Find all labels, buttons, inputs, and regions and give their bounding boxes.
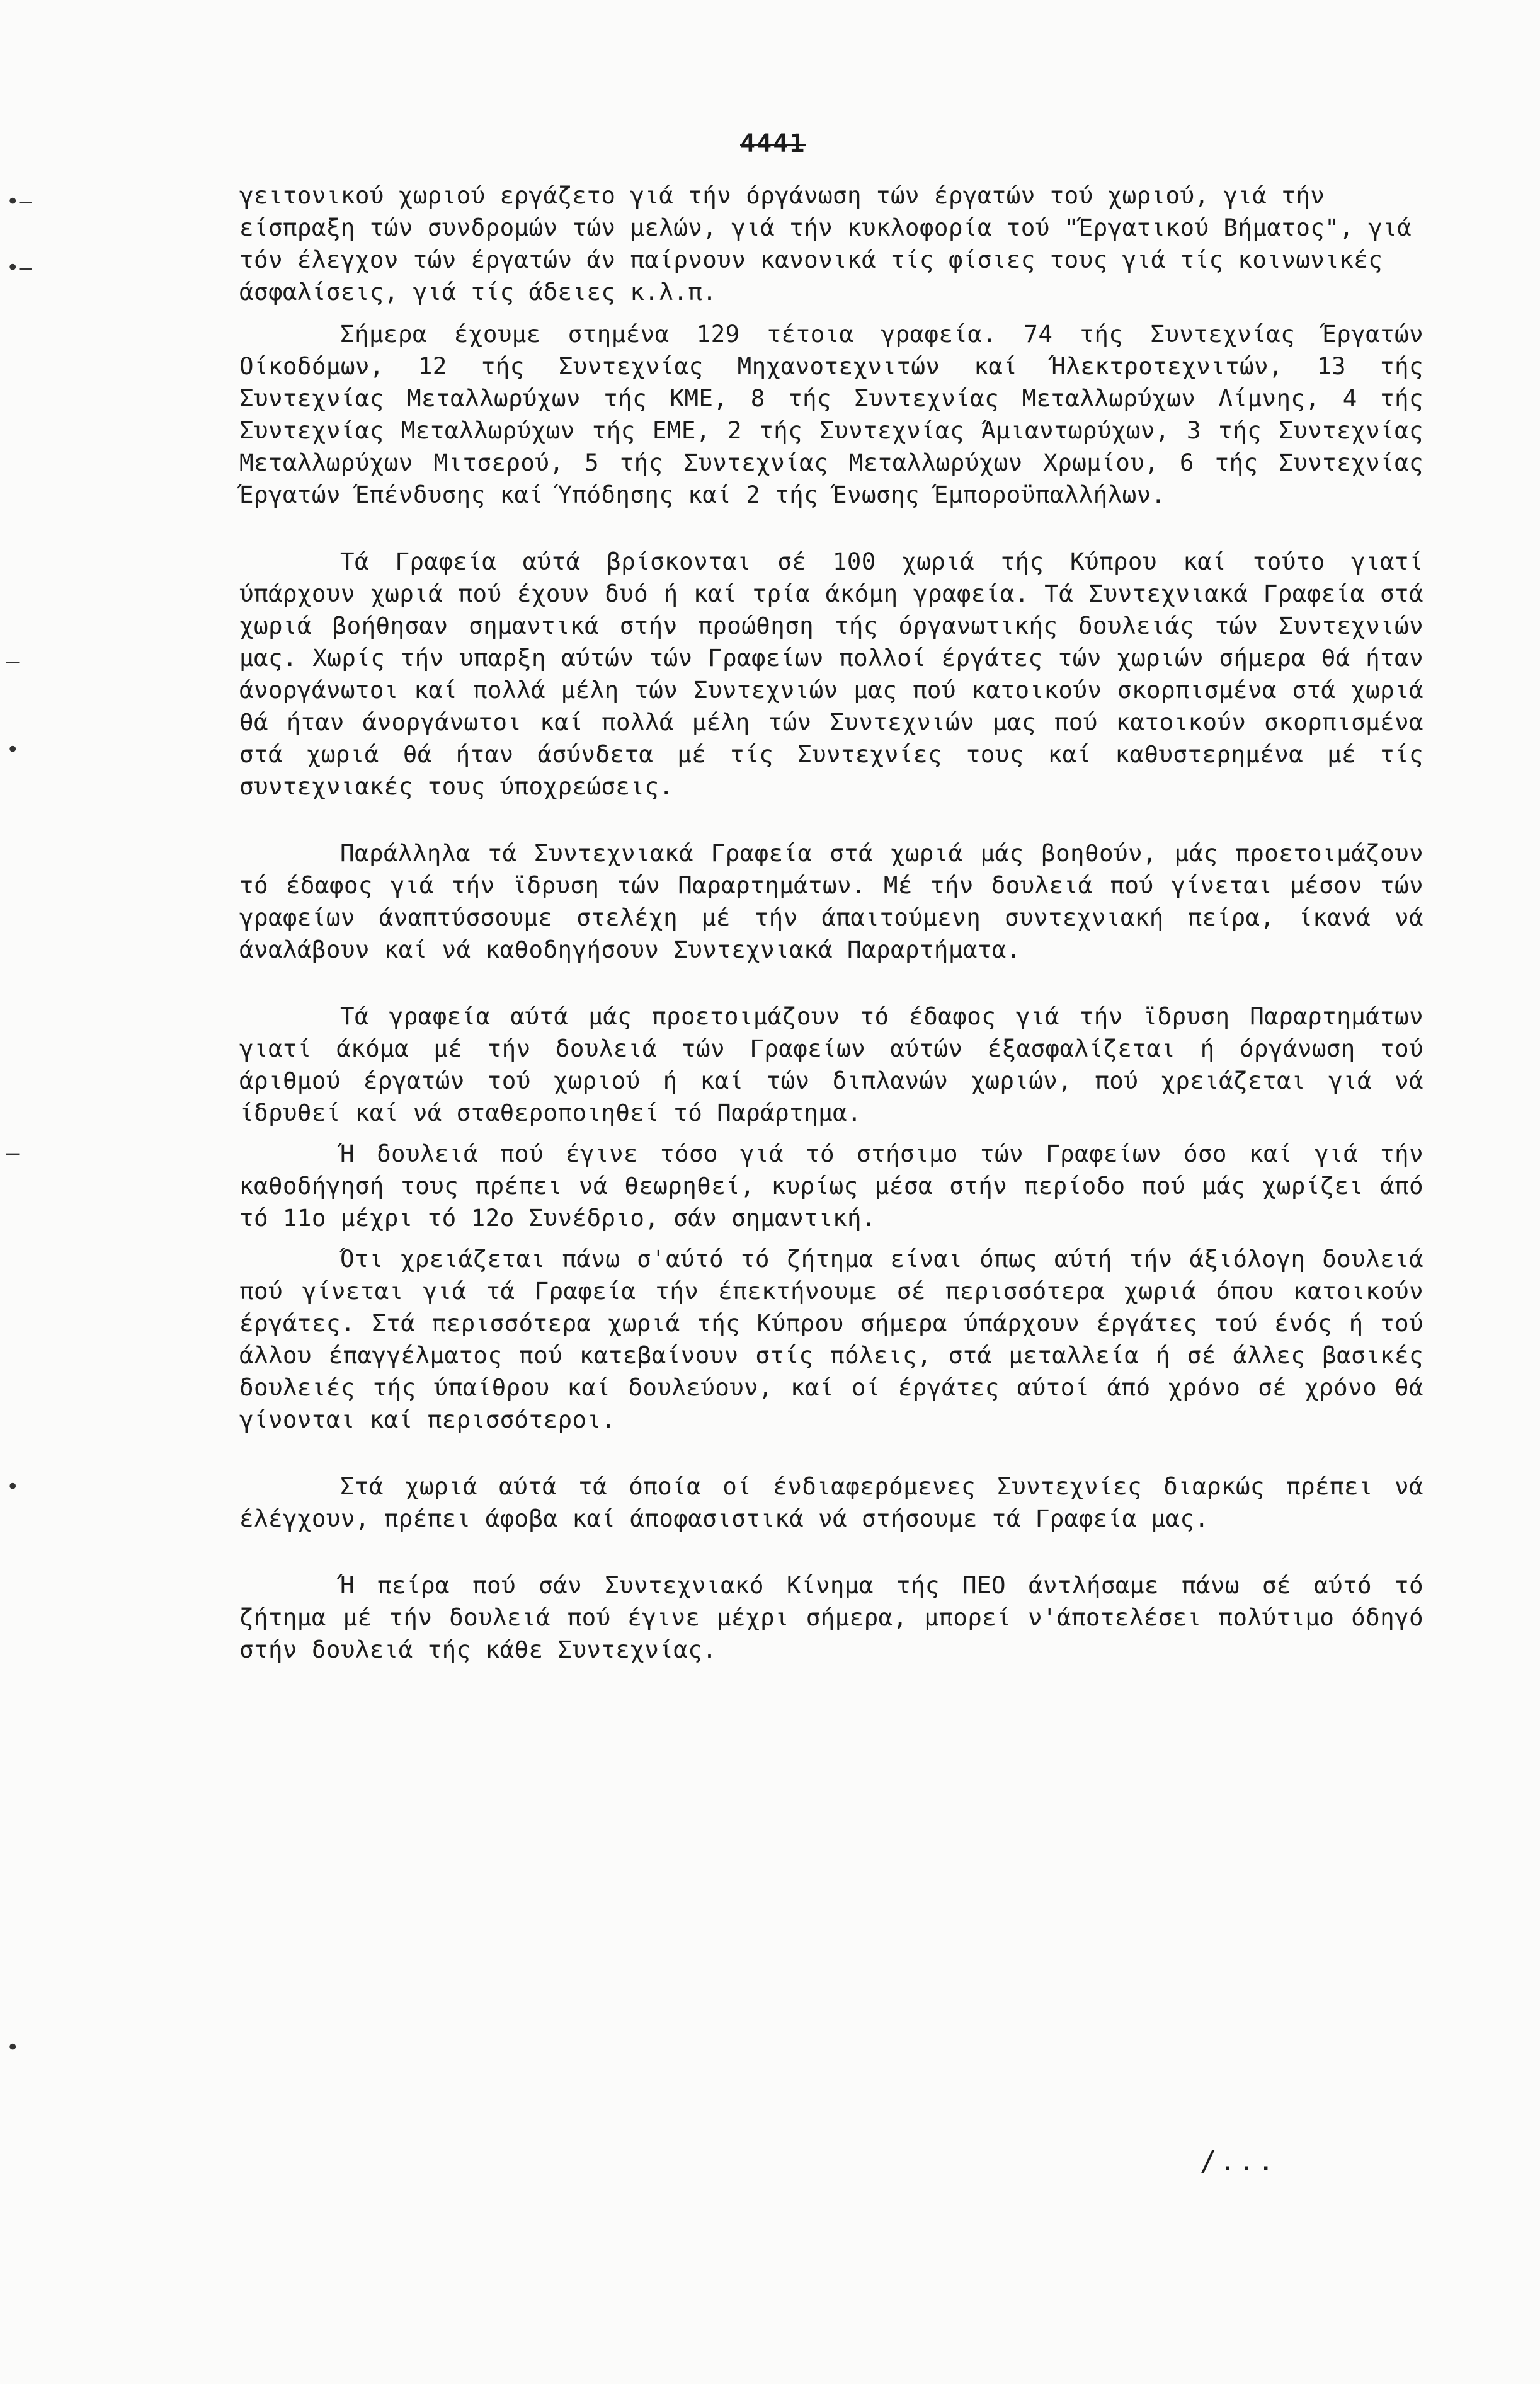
paragraph: Ή πείρα πού σάν Συντεχνιακό Κίνημα τής ΠΕΟ άντλήσαμε πάνω σέ αύτό τό ζήτημα μέ τήν δουλειά πού έγινε μέχρι σήμερα, μπορεί ν'άποτελέσει πολύτιμο όδηγό στήν δουλειά τής κάθε Συντεχνίας.: [239, 1571, 1423, 1663]
margin-mark: •: [6, 1474, 20, 1499]
margin-mark: •: [6, 737, 20, 762]
paragraph: γειτονικού χωριού εργάζετο γιά τήν όργάνωση τών έργατών τού χωριού, γιά τήν είσπραξη τών συνδρομών τών μελών, γιά τήν κυκλοφορία τού "Έργατικού Βήματος", γιά τόν έλεγχον τών έργατών άν παίρνουν κανονικά τίς φίσιες τους γιά τίς κοινωνικές άσφαλίσεις, γιά τίς άδειες κ.λ.π.: [239, 181, 1412, 306]
paragraph: Τά γραφεία αύτά μάς προετοιμάζουν τό έδαφος γιά τήν ϊδρυση Παραρτημάτων γιατί άκόμα μέ τήν δουλειά τών Γραφείων αύτών έξασφαλίζεται ή όργάνωση τού άριθμού έργατών τού χωριού ή καί τών διπλανών χωριών, πού χρειάζεται γιά νά ίδρυθεί καί νά σταθεροποιηθεί τό Παράρτημα.: [239, 1002, 1423, 1126]
margin-mark: •–: [6, 189, 32, 214]
paragraph: Τά Γραφεία αύτά βρίσκονται σέ 100 χωριά τής Κύπρου καί τούτο γιατί ύπάρχουν χωριά πού έχουν δυό ή καί τρία άκόμη γραφεία. Τά Συντεχνιακά Γραφεία στά χωριά βοήθησαν σημαντικά στήν προώθηση τής όργανωτικής δουλειάς τών Συντεχνιών μας. Χωρίς τήν υπαρξη αύτών τών Γραφείων πολλοί έργάτες τών χωριών σήμερα θά ήταν άνοργάνωτοι καί πολλά μέλη τών Συντεχνιών μας πού κατοικούν σκορπισμένα στά χωριά θά ήταν άνοργάνωτοι καί πολλά μέλη τών Συντεχνιών μας πού κατοικούν σκορπισμένα στά χωριά θά ήταν άσύνδετα μέ τίς Συντεχνίες τους καί καθυστερημένα μέ τίς συντεχνιακές τους ύποχρεώσεις.: [239, 547, 1423, 800]
margin-mark: •–: [6, 255, 32, 280]
paragraph: Ή δουλειά πού έγινε τόσο γιά τό στήσιμο τών Γραφείων όσο καί γιά τήν καθοδήγησή τους πρέπει νά θεωρηθεί, κυρίως μέσα στήν περίοδο πού μάς χωρίζει άπό τό 11ο μέχρι τό 12ο Συνέδριο, σάν σημαντική.: [239, 1140, 1423, 1232]
paragraph: Στά χωριά αύτά τά όποία οί ένδιαφερόμενες Συντεχνίες διαρκώς πρέπει νά έλέγχουν, πρέπει άφοβα καί άποφασιστικά νά στήσουμε τά Γραφεία μας.: [239, 1472, 1423, 1532]
paragraph: Ότι χρειάζεται πάνω σ'αύτό τό ζήτημα είναι όπως αύτή τήν άξιόλογη δουλειά πού γίνεται γιά τά Γραφεία τήν έπεκτήνουμε σέ περισσότερα χωριά όπου κατοικούν έργάτες. Στά περισσότερα χωριά τής Κύπρου σήμερα ύπάρχουν έργάτες τού ένός ή τού άλλου έπαγγέλματος πού κατεβαίνουν στίς πόλεις, στά μεταλλεία ή σέ άλλες βασικές δουλειές τής ύπαίθρου καί δουλεύουν, καί οί έργάτες αύτοί άπό χρόνο σέ χρόνο θά γίνονται καί περισσότεροι.: [239, 1245, 1423, 1433]
document-body: [239, 180, 1423, 1666]
page-number: 4441: [740, 129, 806, 158]
continuation-mark: /...: [1200, 2145, 1277, 2177]
margin-mark: –: [6, 649, 20, 674]
paragraph: Σήμερα έχουμε στημένα 129 τέτοια γραφεία. 74 τής Συντεχνίας Έργατών Οίκοδόμων, 12 τής Συντεχνίας Μηχανοτεχνιτών καί Ήλεκτροτεχνιτών, 13 τής Συντεχνίας Μεταλλωρύχων τής ΚΜΕ, 8 τής Συντεχνίας Μεταλλωρύχων Λίμνης, 4 τής Συντεχνίας Μεταλλωρύχων τής ΕΜΕ, 2 τής Συντεχνίας Άμιαντωρύχων, 3 τής Συντεχνίας Μεταλλωρύχων Μιτσερού, 5 τής Συντεχνίας Μεταλλωρύχων Χρωμίου, 6 τής Συντεχνίας Έργατών Έπένδυσης καί Ύπόδησης καί 2 τής Ένωσης Έμποροϋπαλλήλων.: [239, 320, 1423, 508]
margin-mark: –: [6, 1140, 20, 1166]
margin-mark: •: [6, 2035, 20, 2060]
paragraph: Παράλληλα τά Συντεχνιακά Γραφεία στά χωριά μάς βοηθούν, μάς προετοιμάζουν τό έδαφος γιά τήν ϊδρυση τών Παραρτημάτων. Μέ τήν δουλειά πού γίνεται μέσον τών γραφείων άναπτύσσουμε στελέχη μέ τήν άπαιτούμενη συντεχνιακή πείρα, ίκανά νά άναλάβουν καί νά καθοδηγήσουν Συντεχνιακά Παραρτήματα.: [239, 839, 1423, 963]
